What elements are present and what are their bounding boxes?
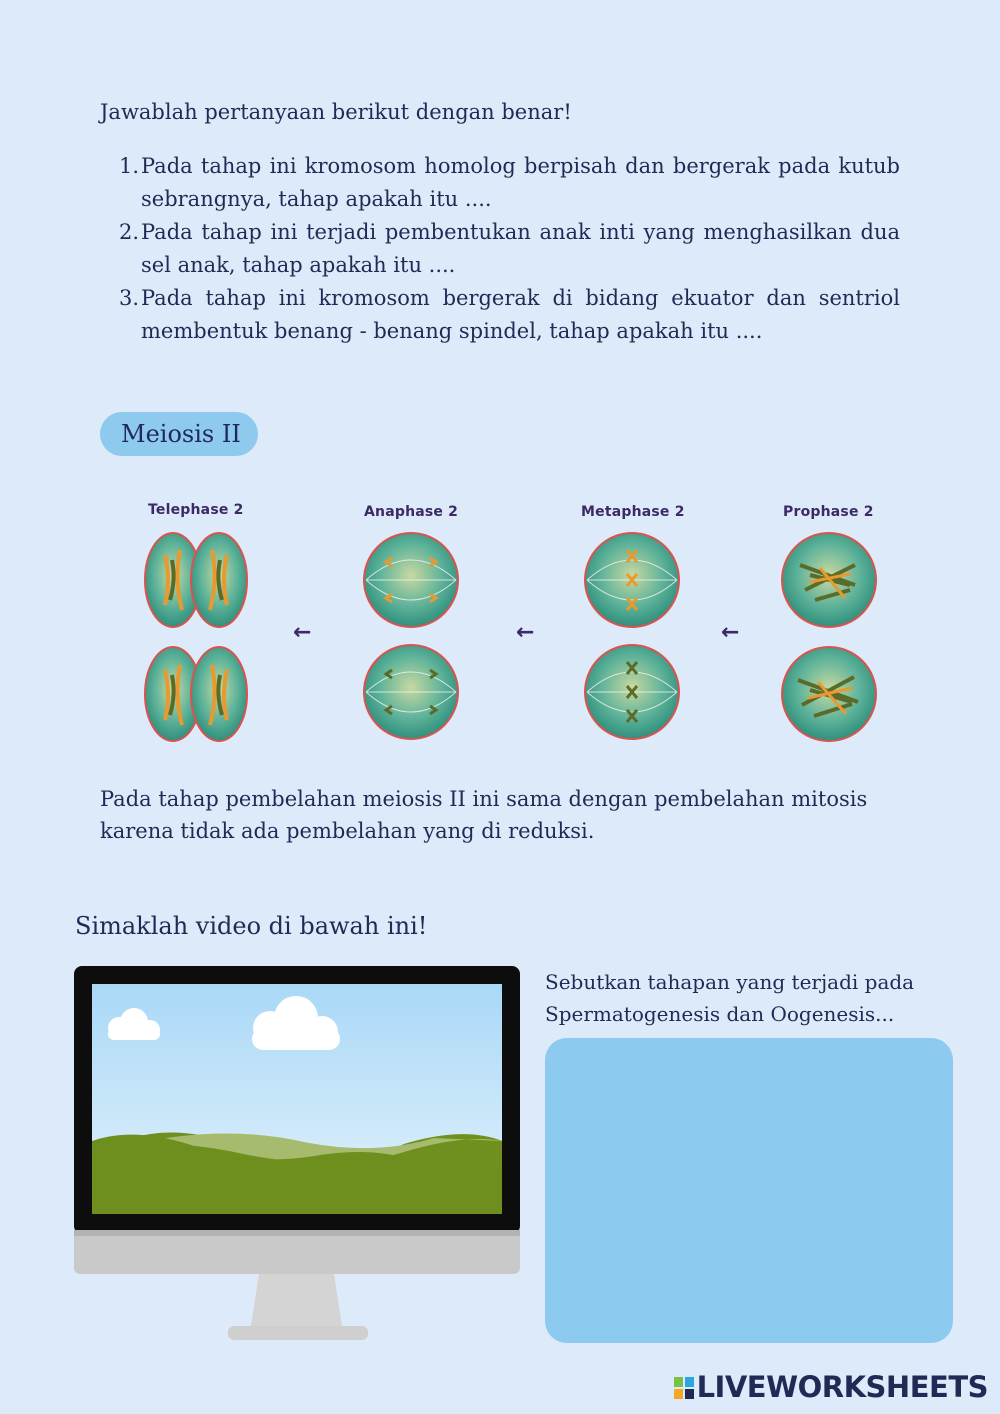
video-player[interactable] — [74, 966, 522, 1344]
telophase-cells-top — [145, 533, 247, 627]
answer-textbox[interactable] — [545, 1038, 953, 1343]
question-text: Pada tahap ini terjadi pembentukan anak inti yang menghasilkan dua sel anak, tahap apakah itu .... — [141, 220, 900, 277]
meiosis-description: Pada tahap pembelahan meiosis II ini sama dengan pembelahan mitosis karena tidak ada pembelahan yang di reduksi. — [100, 787, 868, 843]
question-item: 3. Pada tahap ini kromosom bergerak di bidang ekuator dan sentriol membentuk benang - benang spindel, tahap apakah itu .... — [119, 286, 900, 343]
meiosis-diagram — [130, 520, 900, 750]
stage-label-anaphase: Anaphase 2 — [364, 504, 459, 520]
liveworksheets-logo — [674, 1370, 988, 1404]
stage-label-telophase: Telephase 2 — [148, 502, 244, 518]
task-prompt: Sebutkan tahapan yang terjadi pada Spermatogenesis dan Oogenesis... — [545, 970, 915, 1026]
metaphase-cell-bottom — [585, 645, 679, 739]
prophase-cell-bottom — [782, 647, 876, 741]
instruction-text: Jawablah pertanyaan berikut dengan benar! — [100, 100, 572, 124]
question-text: Pada tahap ini kromosom bergerak di bidang ekuator dan sentriol membentuk benang - benang spindel, tahap apakah itu .... — [141, 286, 900, 343]
arrow-left-icon: ← — [516, 620, 535, 645]
brand-name: LIVEWORKSHEETS — [696, 1370, 988, 1404]
stage-label-metaphase: Metaphase 2 — [581, 504, 685, 520]
question-list — [100, 150, 900, 348]
section-title-meiosis: Meiosis II — [100, 412, 258, 456]
telophase-cells-bottom — [145, 647, 247, 741]
arrow-left-icon: ← — [721, 620, 740, 645]
metaphase-cell-top — [585, 533, 679, 627]
question-text: Pada tahap ini kromosom homolog berpisah dan bergerak pada kutub sebrangnya, tahap apakah itu .... — [141, 154, 900, 211]
prophase-cell-top — [782, 533, 876, 627]
liveworksheets-logo-icon — [674, 1377, 694, 1399]
anaphase-cell-top — [364, 533, 458, 627]
question-item: 2. Pada tahap ini terjadi pembentukan anak inti yang menghasilkan dua sel anak, tahap apakah itu .... — [119, 220, 900, 277]
anaphase-cell-bottom — [364, 645, 458, 739]
stage-label-prophase: Prophase 2 — [783, 504, 874, 520]
question-item: 1. Pada tahap ini kromosom homolog berpisah dan bergerak pada kutub sebrangnya, tahap apakah itu .... — [119, 154, 900, 211]
video-heading: Simaklah video di bawah ini! — [75, 912, 428, 940]
arrow-left-icon: ← — [293, 620, 312, 645]
video-thumbnail — [92, 984, 502, 1214]
